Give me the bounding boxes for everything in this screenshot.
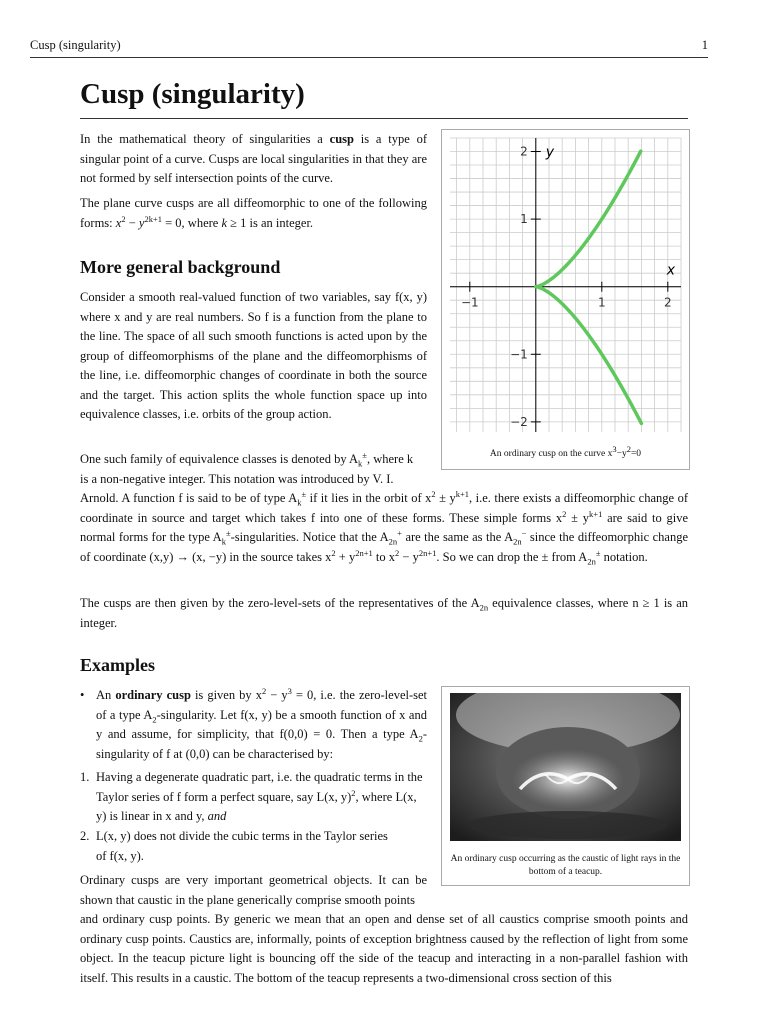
y-tick-label: 1 xyxy=(520,212,528,227)
running-head xyxy=(30,38,708,58)
title-rule xyxy=(80,118,688,119)
background-paragraph-3: The cusps are then given by the zero-level-sets of the representatives of the $A_{2n}$ equivalence classes, where n ≥ 1 is an integer. xyxy=(80,596,688,630)
figure-teacup xyxy=(441,686,690,886)
x-tick-label: 1 xyxy=(597,295,606,310)
list-item-2: 2. L(x, y) does not divide the cubic terms in the Taylor series of f(x, y). xyxy=(80,829,388,863)
heading-more-general-background: More general background xyxy=(80,257,281,277)
intro-paragraph-1: In the mathematical theory of singularities a cusp is a type of singular point of a curve. Cusps are local singularities in that they are not formed by self intersection points of the curve. xyxy=(80,132,427,185)
page-title: Cusp (singularity) xyxy=(80,78,305,110)
y-tick-label: 2 xyxy=(520,144,528,159)
cusp-plot xyxy=(442,130,689,440)
x-tick-label: 2 xyxy=(663,295,672,310)
bullet-marker: • xyxy=(80,688,85,702)
list-item-1: 1. Having a degenerate quadratic part, i.e. the quadratic terms in the Taylor series of f form a perfect square, say L(x, y)$^2$, where L(x, y) is linear in x and y, and xyxy=(80,770,423,823)
y-tick-label: −2 xyxy=(510,414,528,429)
background-paragraph-2-rest: Arnold. A function f is said to be of type $A_k^\pm$ if it lies in the orbit of $x^2 \pm y^{k+1}$, i.e. there exists a diffeomorphic change of coordinate in source and target which takes f into one of these forms. These simple forms $x^2 \pm y^{k+1}$ are said to give normal forms for the type $A_k^\pm$-singularities. Notice that the $A_{2n}^+$ are the same as the $A_{2n}^-$ since the diffeomorphic change of coordinate (x,y) → (x, −y) in the source takes $x^2 + y^{2n+1}$ to $x^2 - y^{2n+1}$. So we can drop the ± from $A_{2n}^\pm$ notation. xyxy=(80,488,688,566)
page-number: 1 xyxy=(701,38,708,52)
figure-cusp-plot xyxy=(441,129,690,470)
y-tick-label: −1 xyxy=(510,347,528,362)
x-axis-label: x xyxy=(666,262,675,279)
figure-teacup-caption: An ordinary cusp occurring as the caustic of light rays in the bottom of a teacup. xyxy=(450,854,681,877)
list-marker-2: 2. xyxy=(80,829,90,843)
background-paragraph-2-start: One such family of equivalence classes is denoted by $A_k^\pm$, where k is a non-negative integer. This notation was introduced by V. I. xyxy=(80,449,414,486)
background-paragraph-1: Consider a smooth real-valued function of two variables, say f(x, y) where x and y are real numbers. So f is a function from the plane to the line. The space of all such smooth functions is acted upon by the group of diffeomorphisms of the plane and the diffeomorphisms of the line, i.e. diffeomorphic changes of coordinate in both the source and the target. This action splits the whole function space up into equivalence classes, i.e. orbits of the group action. xyxy=(80,290,427,421)
term-cusp: cusp xyxy=(329,132,354,146)
running-head-title: Cusp (singularity) xyxy=(30,38,121,52)
intro-paragraph-2: The plane curve cusps are all diffeomorphic to one of the following forms: $x^2 - y^{2k+1} = 0$, where k ≥ 1 is an integer. xyxy=(80,196,427,230)
list-item-ordinary-cusp: • An ordinary cusp is given by $x^2 - y^3 = 0$, i.e. the zero-level-set of a type $A_2$-singularity. Let f(x, y) be a smooth function of x and y and assume, for simplicity, that f(0,0) = 0. Then a type $A_2$-singularity of f at (0,0) can be characterised by: xyxy=(80,685,428,761)
teacup-caustic-photo xyxy=(450,693,681,841)
heading-examples: Examples xyxy=(80,655,156,675)
figure-cusp-plot-caption: An ordinary cusp on the curve $x^3-y^2=0$ xyxy=(489,443,642,459)
list-marker-1: 1. xyxy=(80,770,90,784)
examples-paragraph-wide: and ordinary cusp points. By generic we mean that an open and dense set of all caustics comprise smooth points and ordinary cusp points. Caustics are, informally, points of exception brightness caused by the reflection of light from some object. In the teacup picture light is bouncing off the side of the teacup and interacting in a non-parallel fashion with itself. This results in a caustic. The bottom of the teacup represents a two-dimensional cross section of this xyxy=(80,912,688,985)
examples-paragraph-narrow: Ordinary cusps are very important geometrical objects. It can be shown that caustic in the plane generically comprise smooth points xyxy=(80,873,427,907)
y-axis-label: y xyxy=(545,144,555,161)
x-tick-label: −1 xyxy=(460,295,479,310)
